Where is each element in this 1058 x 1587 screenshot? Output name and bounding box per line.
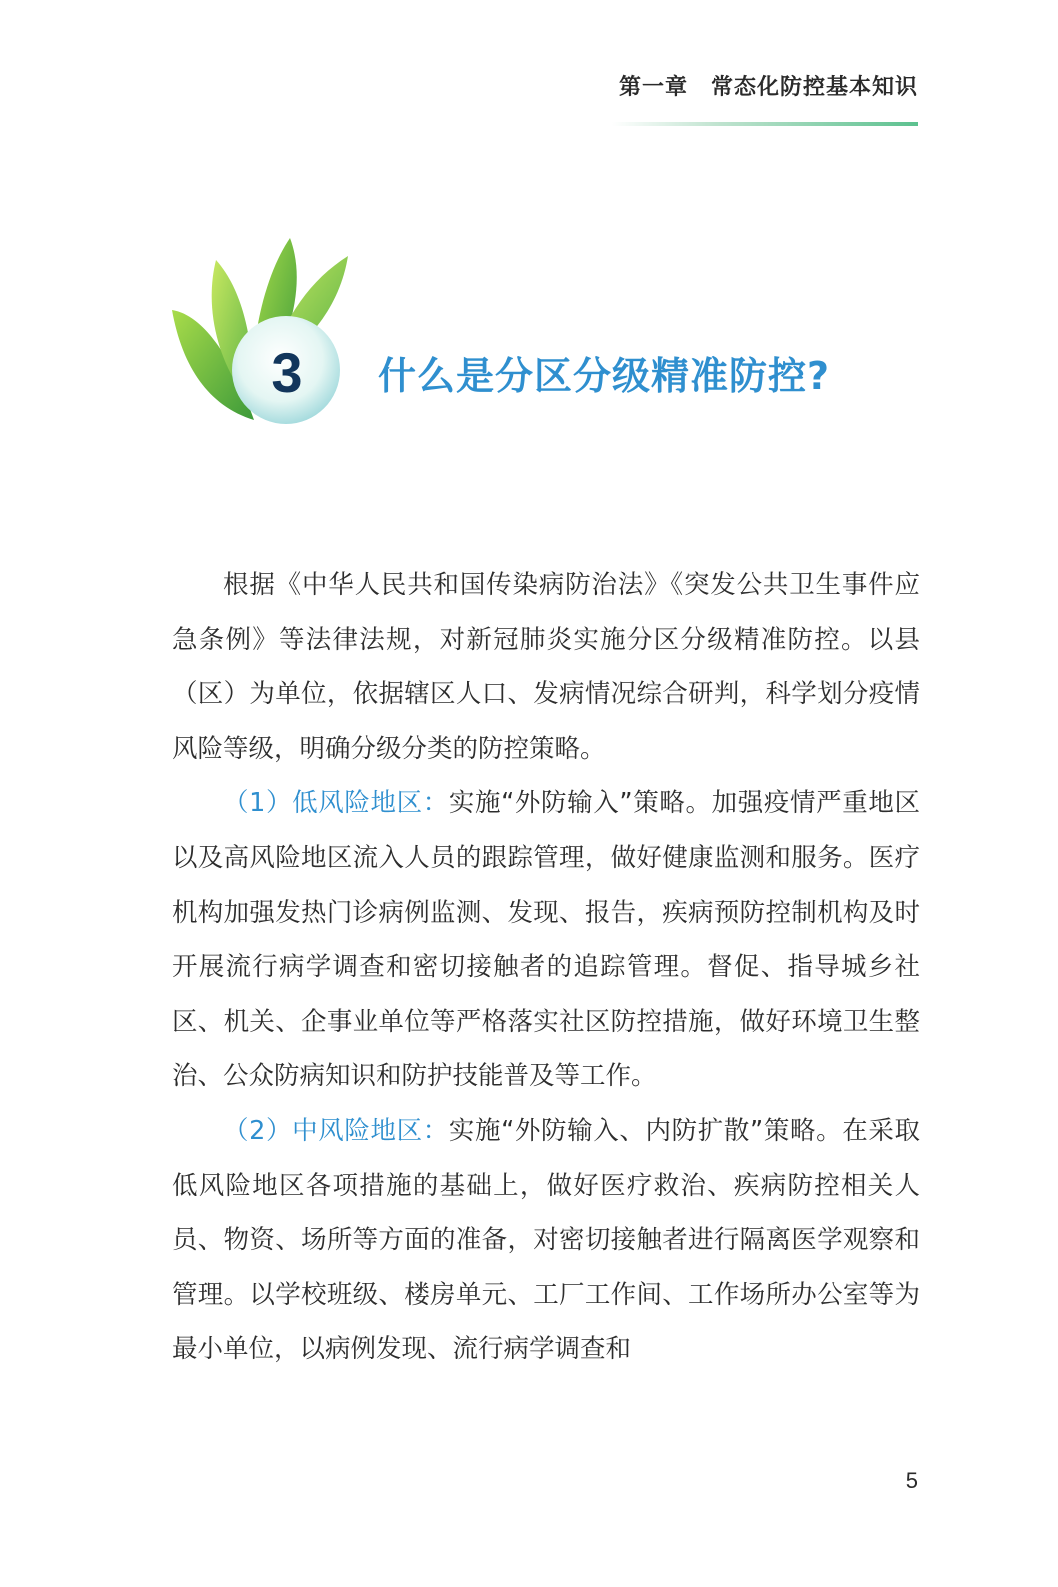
paragraph-text: 实施“外防输入、内防扩散”策略。在采取低风险地区各项措施的基础上，做好医疗救治、疾病防控相关人员、物资、场所等方面的准备，对密切接触者进行隔离医学观察和管理。以学校班级、楼房单元、工厂工作间、工作场所办公室等为最小单位，以病例发现、流行病学调查和 [172, 1115, 920, 1365]
page-number: 5 [905, 1468, 918, 1493]
paragraph-text: 实施“外防输入”策略。加强疫情严重地区以及高风险地区流入人员的跟踪管理，做好健康监测和服务。医疗机构加强发热门诊病例监测、发现、报告，疾病预防控制机构及时开展流行病学调查和密切接触者的追踪管理。督促、指导城乡社区、机关、企事业单位等严格落实社区防控措施，做好环境卫生整治、公众防病知识和防护技能普及等工作。 [172, 788, 920, 1092]
section-title: 什么是分区分级精准防控? [378, 354, 831, 398]
paragraph-low-risk [172, 776, 920, 1104]
chapter-title: 第一章 常态化防控基本知识 [618, 75, 918, 100]
paragraph-label: （1）低风险地区： [223, 788, 449, 819]
paragraph-label: （2）中风险地区： [223, 1115, 449, 1146]
paragraph-intro [172, 558, 920, 776]
header-divider [612, 122, 918, 126]
body-text [172, 558, 920, 1377]
section-number: 3 [271, 340, 303, 404]
paragraph-text: 根据《中华人民共和国传染病防治法》《突发公共卫生事件应急条例》等法律法规，对新冠肺炎实施分区分级精准防控。以县（区）为单位，依据辖区人口、发病情况综合研判，科学划分疫情风险等级，明确分级分类的防控策略。 [172, 570, 920, 764]
paragraph-medium-risk [172, 1104, 920, 1377]
